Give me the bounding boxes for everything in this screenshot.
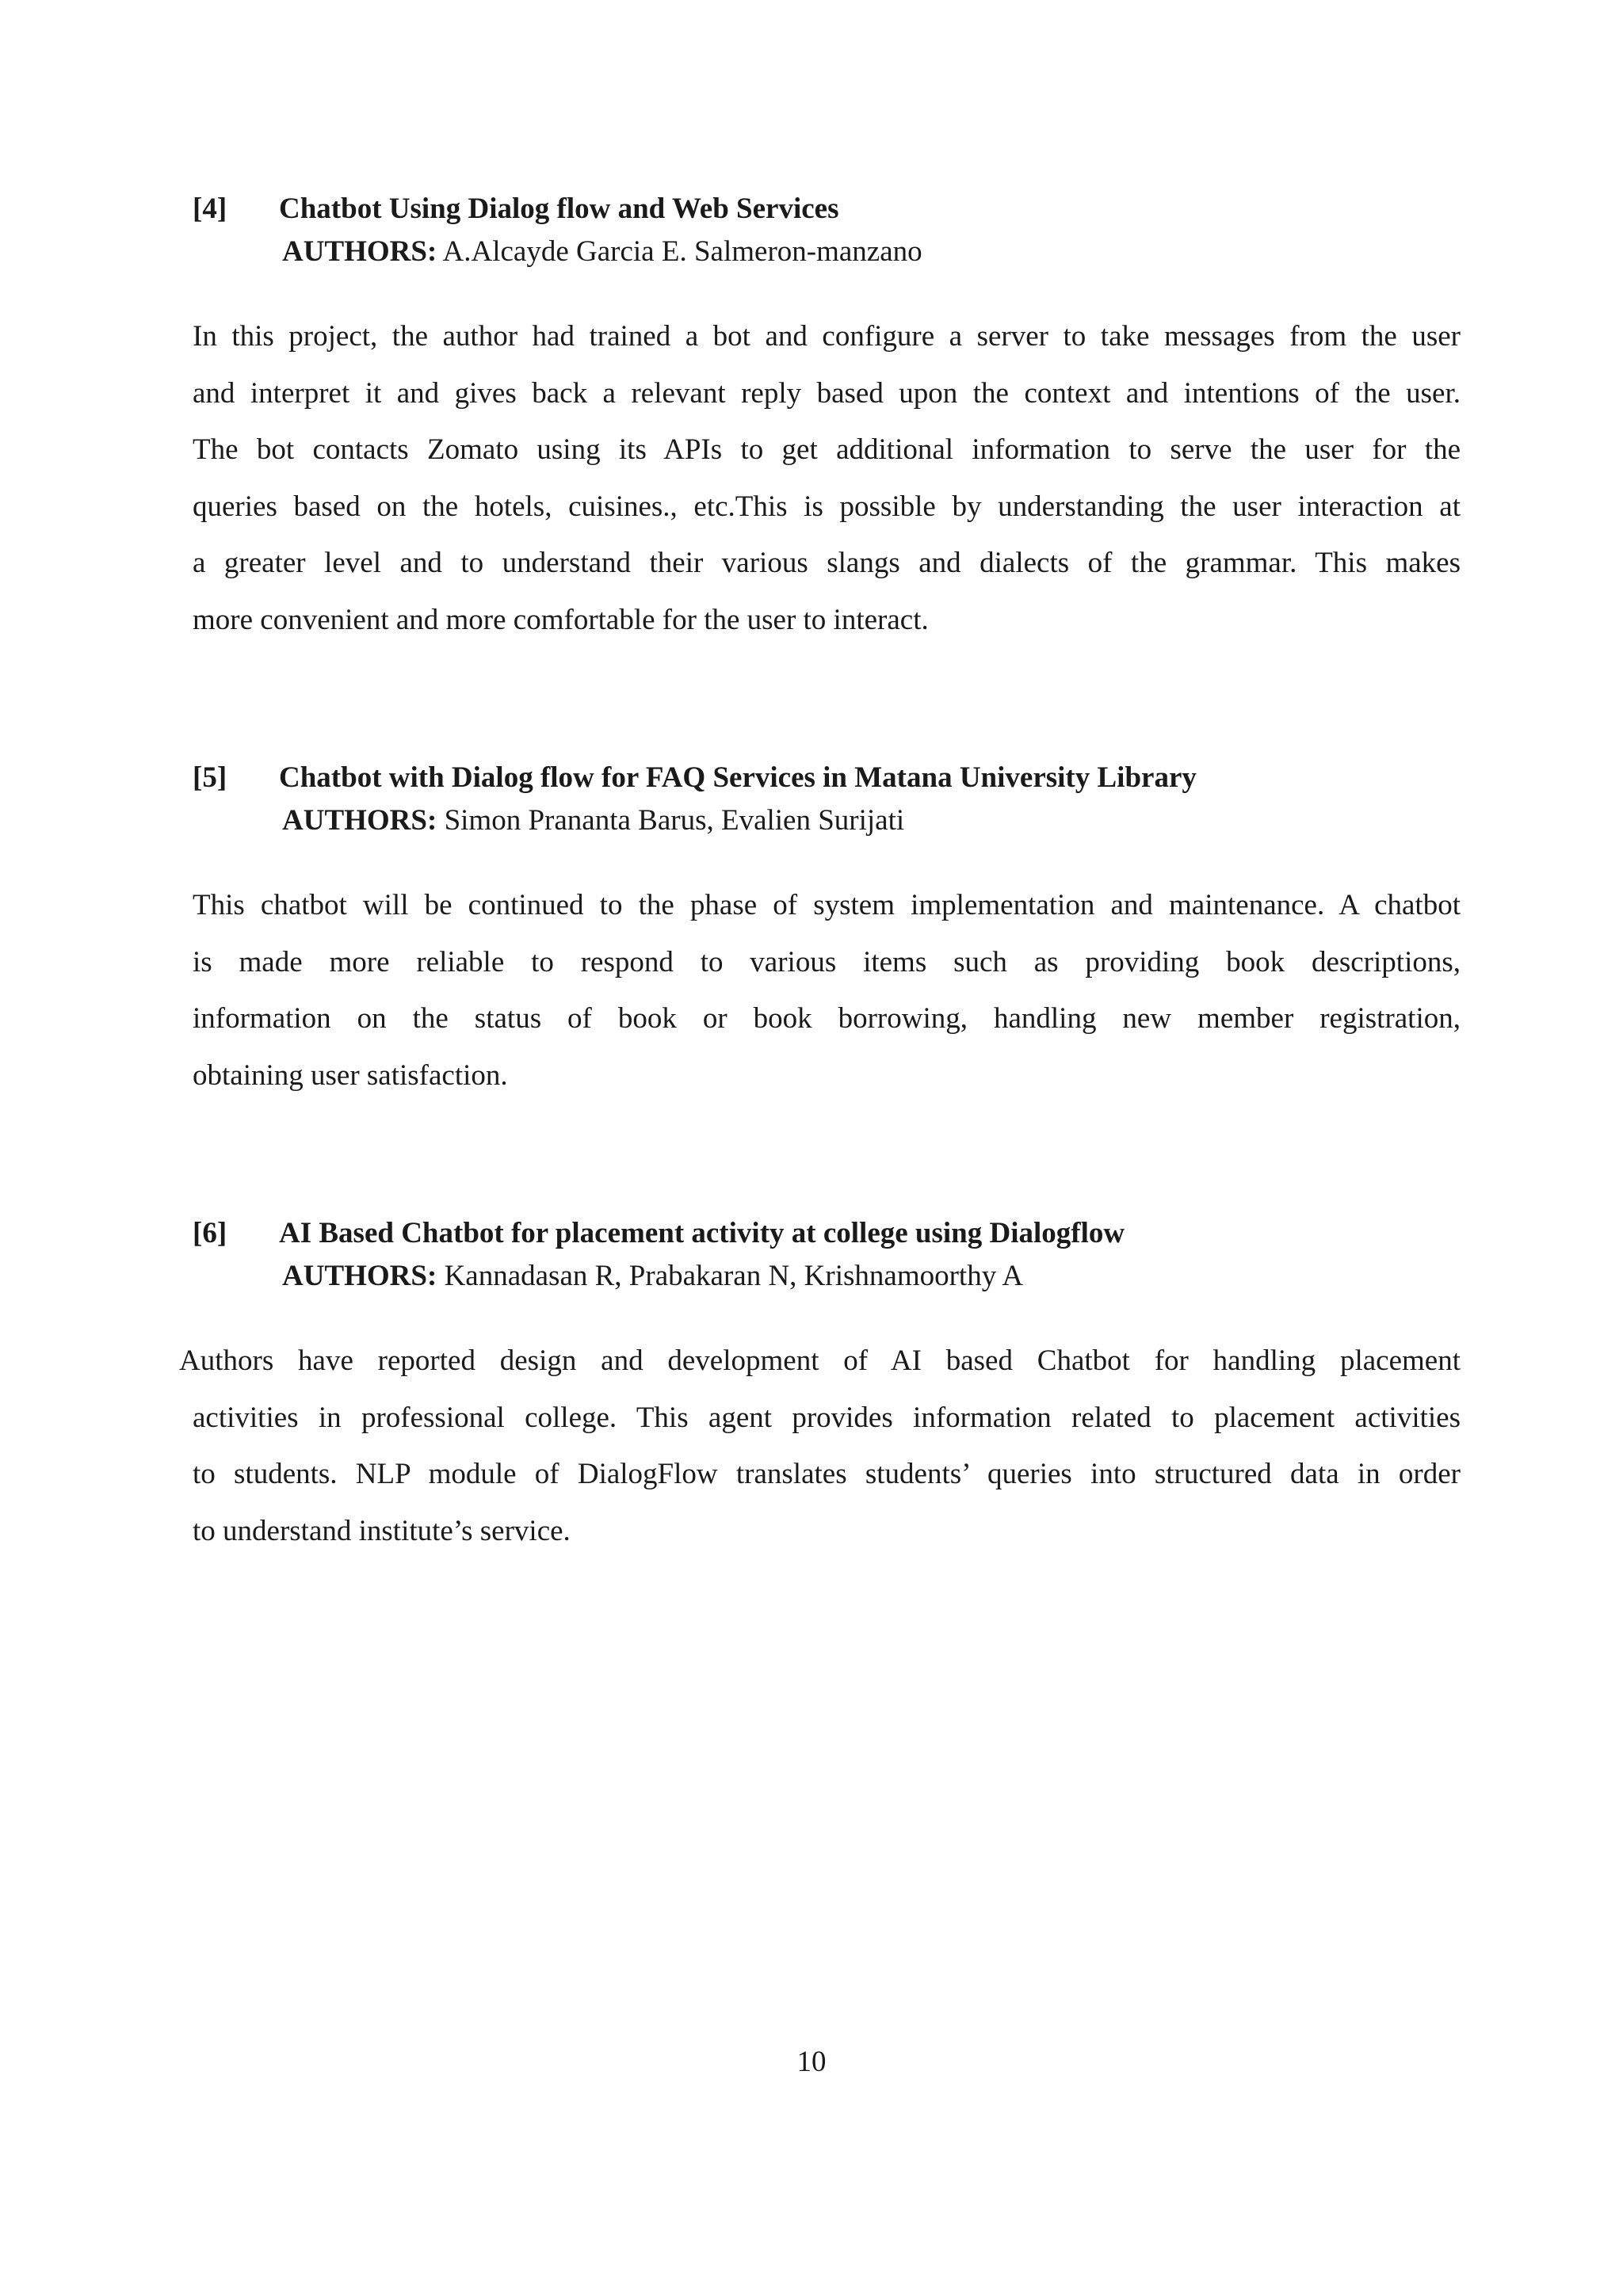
abstract-line: to understand institute’s service. bbox=[193, 1514, 571, 1547]
reference-abstract bbox=[193, 877, 1461, 1104]
abstract-line: In this project, the author had trained a bot and configure a server to take messages from the user bbox=[193, 320, 1461, 353]
abstract-line: is made more reliable to respond to various items such as providing book descriptions, bbox=[193, 945, 1461, 978]
reference-number: [6] bbox=[193, 1217, 227, 1249]
abstract-line: The bot contacts Zomato using its APIs to get additional information to serve the user for the bbox=[193, 433, 1461, 466]
abstract-line: more convenient and more comfortable for the user to interact. bbox=[193, 603, 929, 636]
authors-label: AUTHORS: bbox=[282, 235, 437, 268]
reference-number: [5] bbox=[193, 761, 227, 794]
authors-names: Simon Prananta Barus, Evalien Surijati bbox=[444, 804, 905, 837]
reference-authors bbox=[282, 231, 922, 273]
abstract-line: This chatbot will be continued to the phase of system implementation and maintenance. A chatbot bbox=[193, 889, 1461, 921]
reference-number: [4] bbox=[193, 193, 227, 225]
page-number: 10 bbox=[796, 2046, 827, 2078]
abstract-line: and interpret it and gives back a relevant reply based upon the context and intentions of the user. bbox=[193, 376, 1461, 410]
abstract-line: queries based on the hotels, cuisines., etc.This is possible by understanding the user interaction at bbox=[193, 490, 1461, 523]
reference-authors bbox=[282, 799, 904, 842]
authors-label: AUTHORS: bbox=[282, 804, 437, 837]
abstract-line: a greater level and to understand their various slangs and dialects of the grammar. This makes bbox=[193, 547, 1461, 579]
reference-title: AI Based Chatbot for placement activity at college using Dialogflow bbox=[279, 1217, 1125, 1249]
reference-header bbox=[0, 757, 1623, 852]
reference-abstract bbox=[193, 308, 1461, 648]
abstract-line: information on the status of book or book borrowing, handling new member registration, bbox=[193, 1002, 1461, 1035]
reference-header bbox=[0, 1212, 1623, 1307]
authors-names: Kannadasan R, Prabakaran N, Krishnamoorthy A bbox=[444, 1260, 1024, 1292]
abstract-line: activities in professional college. This agent provides information related to placement activities bbox=[193, 1401, 1461, 1434]
abstract-line: to students. NLP module of DialogFlow translates students’ queries into structured data in order bbox=[193, 1458, 1461, 1490]
reference-authors bbox=[282, 1255, 1023, 1298]
authors-names: A.Alcayde Garcia E. Salmeron-manzano bbox=[442, 235, 922, 268]
reference-title: Chatbot with Dialog flow for FAQ Services in Matana University Library bbox=[279, 761, 1197, 794]
reference-abstract bbox=[179, 1333, 1461, 1559]
abstract-line: obtaining user satisfaction. bbox=[193, 1058, 508, 1092]
reference-header bbox=[0, 188, 1623, 283]
authors-label: AUTHORS: bbox=[282, 1260, 437, 1292]
abstract-line: Authors have reported design and development of AI based Chatbot for handling placement bbox=[179, 1344, 1461, 1377]
reference-title: Chatbot Using Dialog flow and Web Services bbox=[279, 193, 839, 225]
